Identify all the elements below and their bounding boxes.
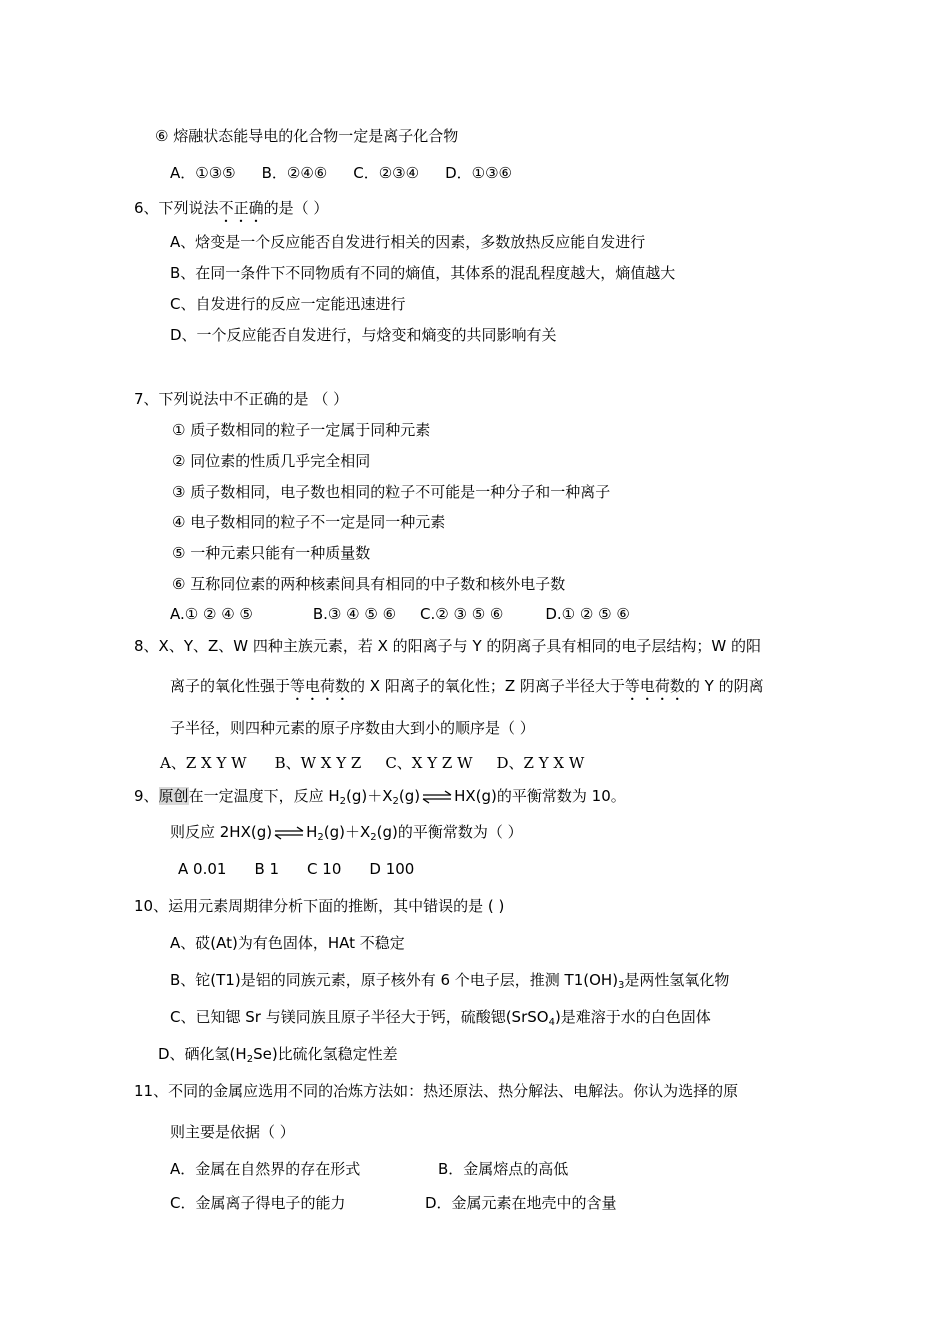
q9-sub-2: 2 [392,796,399,807]
q5-item-6: ⑥ 熔融状态能导电的化合物一定是离子化合物 [155,127,459,145]
q6-number: 6、 [134,199,159,217]
q5-option-b: B．②④⑥ [261,164,328,182]
q10-b-text-a: B、铊(T1)是铝的同族元素，原子核外有 6 个电子层，推测 T1(OH) [170,971,619,989]
q6-option-c: C、自发进行的反应一定能迅速进行 [170,295,406,313]
q9-sub-3: 2 [317,832,324,843]
q8-line2-mid: 的 X 阳离子的氧化性；Z 阴离子半径大于 [350,677,625,695]
q10-option-c [170,1007,711,1033]
q6-stem [134,198,328,226]
q7-options [170,604,630,624]
q7-item-1: ① 质子数相同的粒子一定属于同种元素 [172,421,431,439]
q9-stem-d: HX(g)的平衡常数为 10。 [454,787,626,805]
q6-stem-pre: 下列说法 [158,199,219,217]
q7-option-b: B.③ ④ ⑤ ⑥ [312,605,397,623]
q8-option-a: A、Z X Y W [160,754,247,772]
q10-option-b [170,970,729,996]
q10-stem: 10、运用元素周期律分析下面的推断，其中错误的是 ( ) [134,897,505,915]
q10-c-text-a: C、已知锶 Sr 与镁同族且原子半径大于钙，硫酸锶(SrSO [170,1008,549,1026]
q10-c-sub: 4 [548,1017,555,1028]
q9-line2-c: (g)＋X [323,823,371,841]
q8-option-d: D、Z Y X W [496,754,585,772]
q7-item-6: ⑥ 互称同位素的两种核素间具有相同的中子数和核外电子数 [172,575,566,593]
q9-options [178,859,414,879]
q9-sub-1: 2 [339,796,346,807]
q8-option-c: C、X Y Z W [385,754,473,772]
q9-option-b: B 1 [254,860,280,878]
q10-d-sub: 2 [246,1054,254,1065]
q6-stem-post: 的是（ ） [263,199,329,217]
q9-option-d: D 100 [369,860,415,878]
q10-b-sub: 3 [618,980,625,991]
q6-option-d: D、一个反应能否自发进行，与焓变和熵变的共同影响有关 [170,326,557,344]
q7-option-c: C.② ③ ⑤ ⑥ [420,605,504,623]
q9-original-tag: 原创 [158,787,189,805]
q9-number: 9、 [134,787,159,805]
q9-stem-b: (g)＋X [346,787,393,805]
q7-option-d: D.① ② ⑤ ⑥ [545,605,630,623]
q7-item-2: ② 同位素的性质几乎完全相同 [172,452,371,470]
q9-line2-a: 则反应 2HX(g) [170,823,273,841]
q8-option-b: B、W X Y Z [274,754,362,772]
q5-option-c: C．②③④ [353,164,420,182]
equilibrium-arrow-icon [273,826,305,840]
q9-line2-d: (g)的平衡常数为（ ） [376,823,523,841]
q10-c-text-b: )是难溶于水的白色固体 [554,1008,711,1026]
q10-b-text-b: 是两性氢氧化物 [624,971,730,989]
q9-option-c: C 10 [307,860,342,878]
q5-options [170,163,512,183]
q9-stem [134,786,626,812]
q5-option-d: D．①③⑥ [445,164,512,182]
q8-emphasis-2: 等电荷数 [624,677,685,695]
q9-stem-c: (g) [398,787,421,805]
equilibrium-arrow-icon [421,790,453,804]
q10-d-text-b: Se)比硫化氢稳定性差 [253,1045,398,1063]
q8-options [160,753,584,773]
q6-option-a: A、焓变是一个反应能否自发进行相关的因素，多数放热反应能自发进行 [170,233,646,251]
q11-option-a: A．金属在自然界的存在形式 [170,1160,361,1178]
q9-option-a: A 0.01 [178,860,227,878]
q7-option-a: A.① ② ④ ⑤ [170,605,253,623]
q11-line-2: 则主要是依据（ ） [170,1123,295,1141]
q10-option-a: A、砹(At)为有色固体，HAt 不稳定 [170,934,405,952]
q8-line2-post: 的 Y 的阴离 [684,677,764,695]
q10-d-text-a: D、硒化氢(H [158,1045,247,1063]
q7-item-5: ⑤ 一种元素只能有一种质量数 [172,544,371,562]
q9-line-2 [170,822,523,848]
q7-item-3: ③ 质子数相同，电子数也相同的粒子不可能是一种分子和一种离子 [172,483,611,501]
q8-line-1: 8、X、Y、Z、W 四种主族元素，若 X 的阳离子与 Y 的阴离子具有相同的电子层结构；W 的阳 [134,637,761,655]
q10-option-d [158,1044,398,1070]
q11-option-c: C．金属离子得电子的能力 [170,1194,346,1212]
q9-sub-4: 2 [370,832,377,843]
q9-line2-b: H [306,823,318,841]
q6-option-b: B、在同一条件下不同物质有不同的熵值，其体系的混乱程度越大，熵值越大 [170,264,676,282]
q8-line-2 [170,676,764,704]
q8-emphasis-1: 等电荷数 [290,677,351,695]
q9-stem-a: 在一定温度下，反应 H [188,787,340,805]
q7-stem: 7、下列说法中不正确的是 （ ） [134,390,349,408]
q5-option-a: A．①③⑤ [170,164,236,182]
q8-line-3: 子半径，则四种元素的原子序数由大到小的顺序是（ ） [170,719,535,737]
q8-line2-pre: 离子的氧化性强于 [170,677,291,695]
q6-stem-emphasis: 不正确 [218,199,264,217]
q11-option-d: D．金属元素在地壳中的含量 [425,1194,617,1212]
q11-line-1: 11、不同的金属应选用不同的冶炼方法如：热还原法、热分解法、电解法。你认为选择的原 [134,1082,739,1100]
q7-item-4: ④ 电子数相同的粒子不一定是同一种元素 [172,513,446,531]
q11-option-b: B．金属熔点的高低 [438,1160,569,1178]
